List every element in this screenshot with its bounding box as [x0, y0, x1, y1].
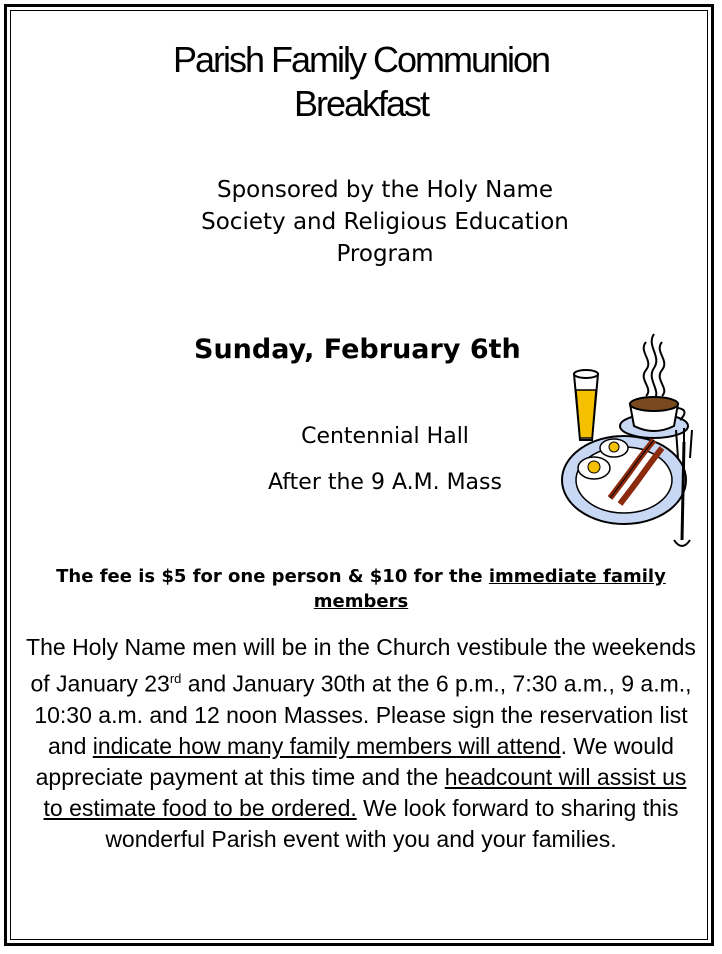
breakfast-plate-icon — [554, 330, 710, 554]
body-underline-2: headcount will assist us to estimate food to be ordered. — [43, 763, 687, 821]
fee-notice — [30, 564, 692, 614]
body-part-6: We look forward to sharing this wonderful Parish event with you and your families. — [105, 794, 679, 852]
body-part-1: The Holy Name men will be in the Church vestibule the weekends of January 23 — [26, 634, 696, 697]
fee-text: The fee is $5 for one person & $10 for the — [56, 566, 489, 587]
title-line-2: Breakfast — [293, 83, 429, 124]
sponsor-line-1: Sponsored by the Holy Name — [216, 177, 554, 203]
body-part-2: and January 30th at the 6 p.m., 7:30 a.m., 9 a.m., 10:30 a.m. and 12 noon Masses. Please sign the reservation list and — [34, 670, 692, 759]
body-paragraph — [24, 632, 698, 855]
page-title — [0, 38, 722, 126]
event-venue: Centennial Hall — [301, 424, 469, 449]
fee-underlined-text: immediate family members — [313, 566, 666, 612]
body-superscript: rd — [169, 671, 182, 686]
sponsor-line-2: Society and Religious Education — [201, 209, 569, 235]
body-underline-1: indicate how many family members will attend — [92, 732, 561, 759]
title-line-1: Parish Family Communion — [172, 39, 550, 80]
body-part-4: . We would appreciate payment at this time and the — [35, 732, 674, 790]
sponsor-text — [0, 174, 722, 270]
event-date: Sunday, February 6th — [194, 334, 521, 365]
event-time: After the 9 A.M. Mass — [268, 470, 502, 495]
sponsor-line-3: Program — [336, 241, 434, 267]
